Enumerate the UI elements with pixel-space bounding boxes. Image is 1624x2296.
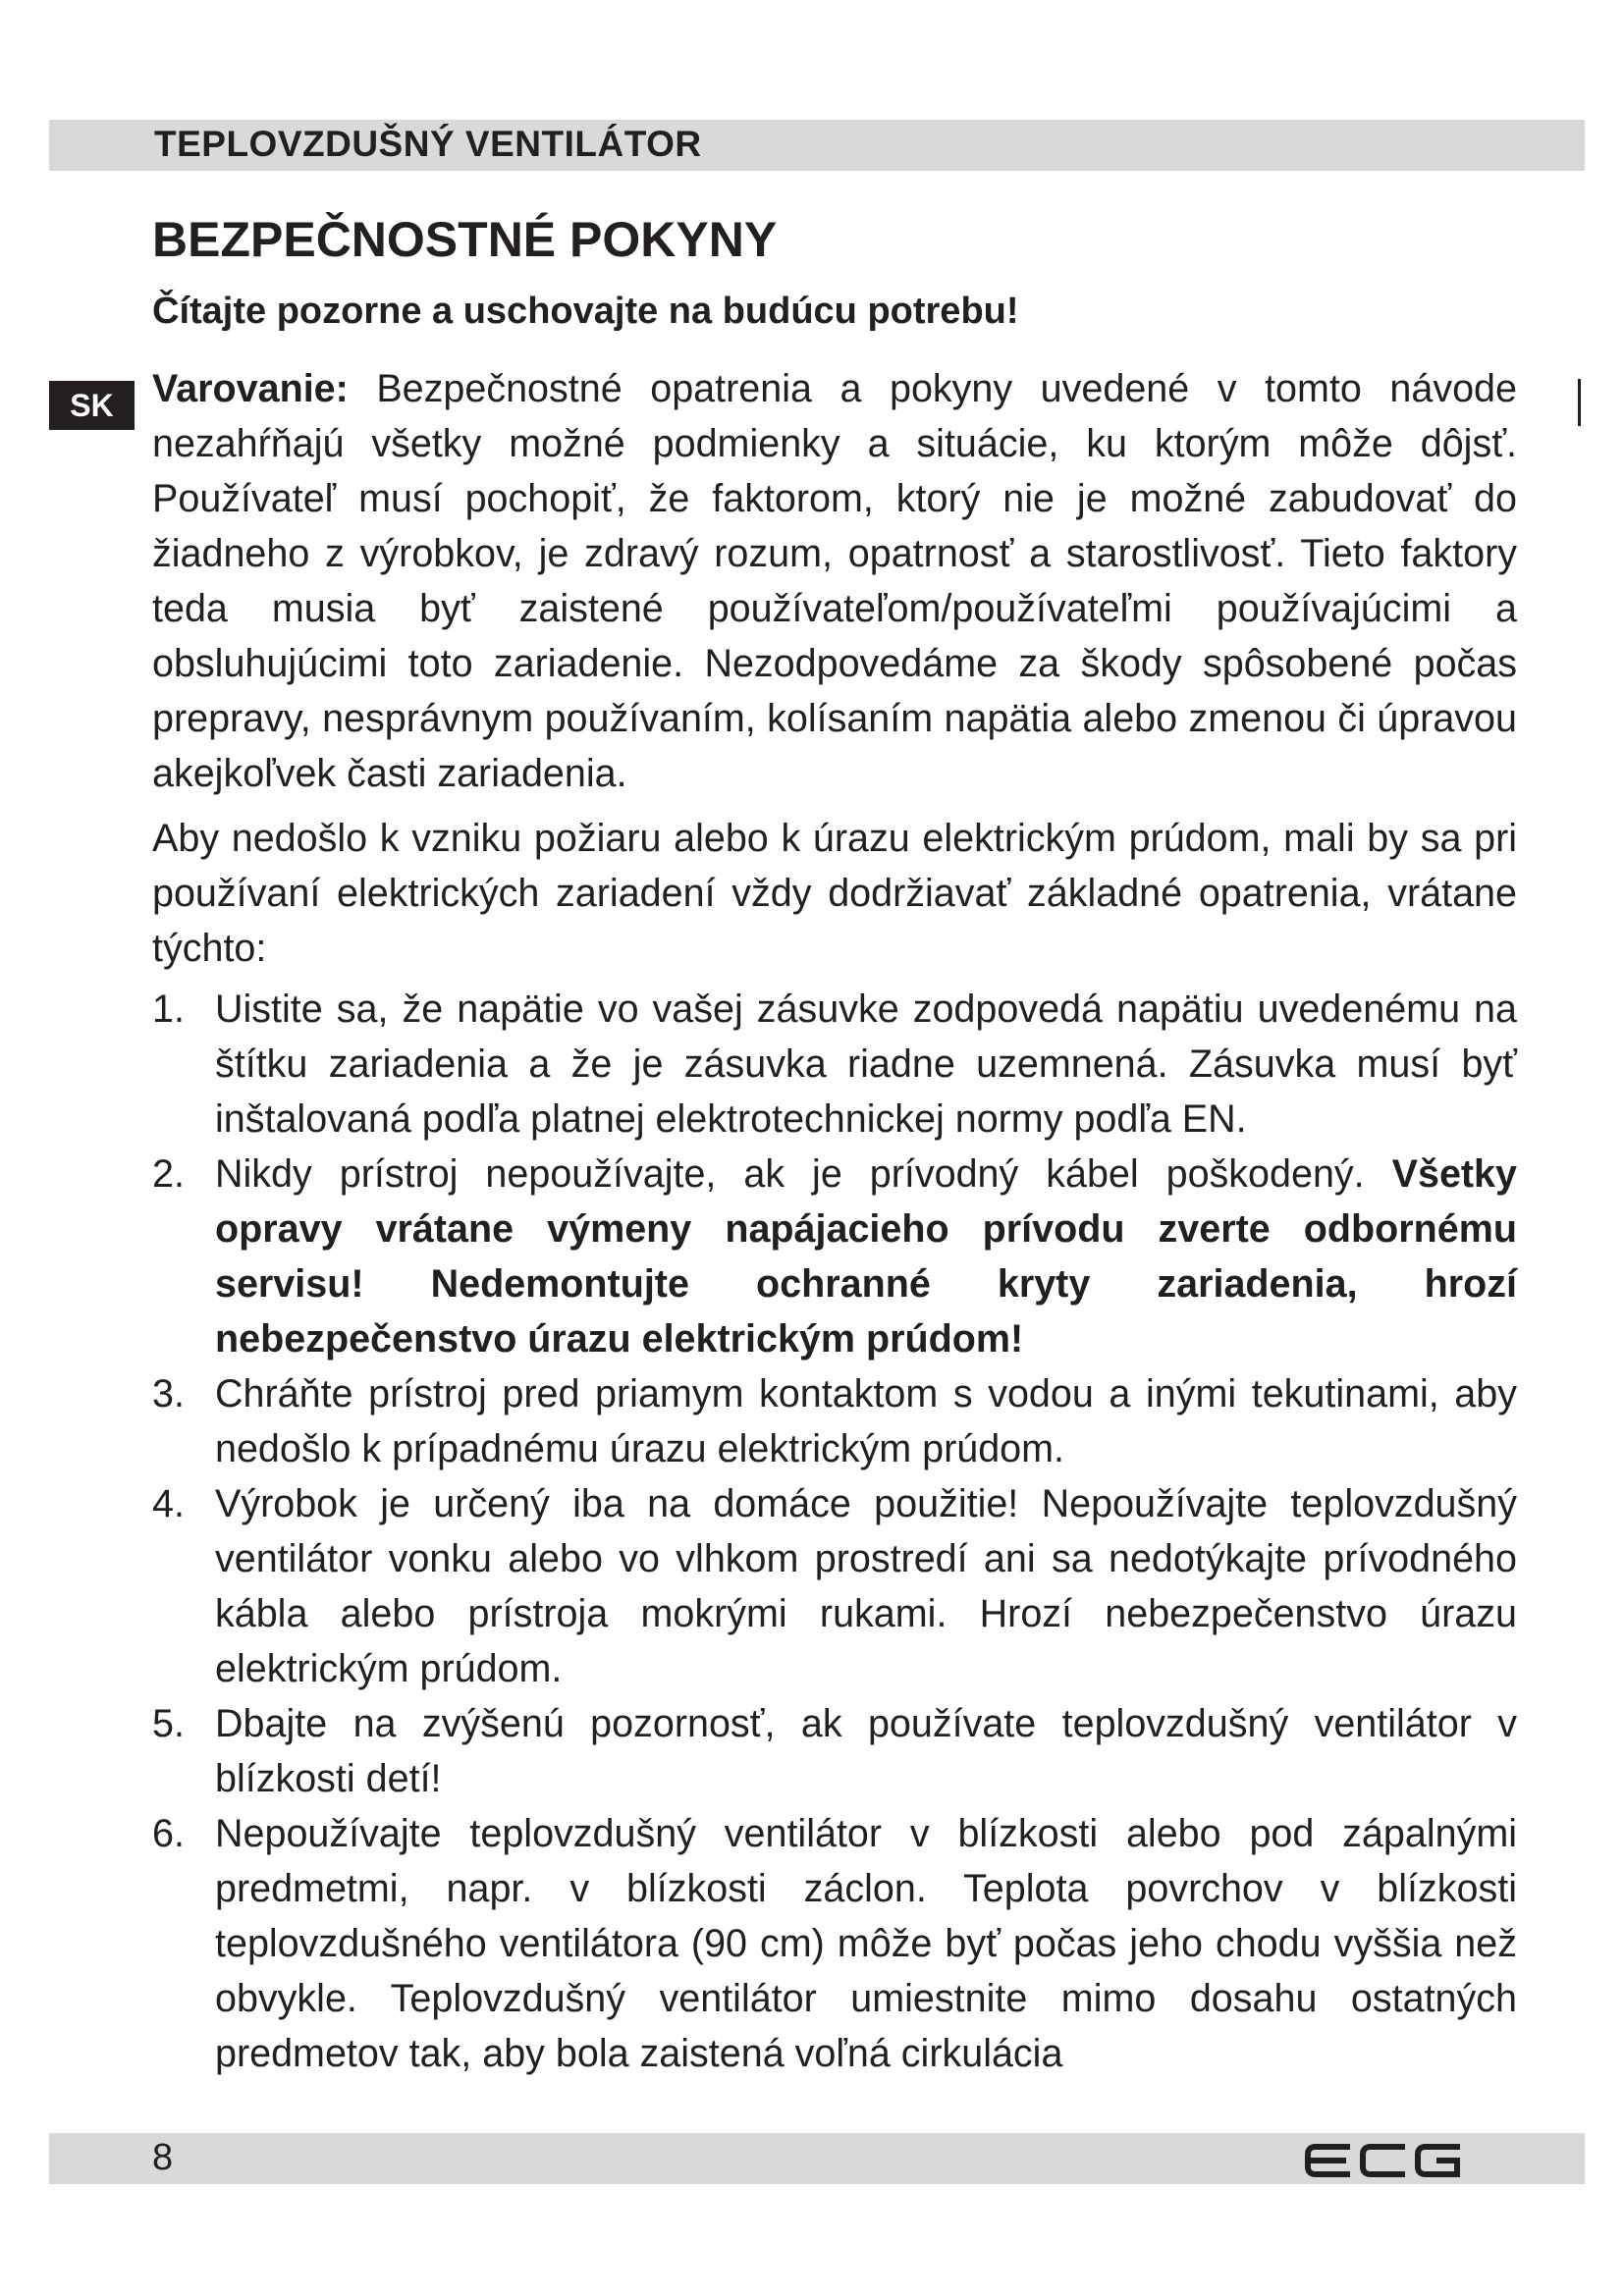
list-item: [152, 1696, 1517, 1806]
list-item: [152, 982, 1517, 1147]
margin-marker: [1578, 379, 1581, 426]
ecg-logo: [1304, 2141, 1461, 2180]
page-number: 8: [152, 2137, 174, 2178]
list-item-number: 6.: [152, 1812, 185, 1855]
warning-text: Bezpečnostné opatrenia a pokyny uvedené v tomto návode nezahŕňajú všetky možné podmienky a situácie, ku ktorým môže dôjsť. Používateľ musí pochopiť, že faktorom, ktorý nie je možné zabudovať do žiadneho z výrobkov, je zdravý rozum, opatrnosť a starostlivosť. Tieto faktory teda musia byť zaistené používateľom/používateľmi používajúcimi a obsluhujúcimi toto zariadenie. Nezodpovedáme za škody spôsobené počas prepravy, nesprávnym používaním, kolísaním napätia alebo zmenou či úpravou akejkoľvek časti zariadenia.: [152, 367, 1517, 795]
list-item-text: Nepoužívajte teplovzdušný ventilátor v blízkosti alebo pod zápalnými predmetmi, napr. v blízkosti záclon. Teplota povrchov v blízkosti teplovzdušného ventilátora (90 cm) môže byť počas jeho chodu vyššia než obvykle. Teplovzdušný ventilátor umiestnite mimo dosahu ostatných predmetov tak, aby bola zaistená voľná cirkulácia: [215, 1812, 1517, 2075]
list-item-text: Uistite sa, že napätie vo vašej zásuvke zodpovedá napätiu uvedenému na štítku zariadenia a že je zásuvka riadne uzemnená. Zásuvka musí byť inštalovaná podľa platnej elektrotechnickej normy podľa EN.: [215, 988, 1517, 1141]
section-title: BEZPEČNOSTNÉ POKYNY: [152, 212, 778, 267]
intro-paragraph: Aby nedošlo k vzniku požiaru alebo k úrazu elektrickým prúdom, mali by sa pri používaní elektrických zariadení vždy dodržiavať základné opatrenia, vrátane týchto:: [152, 817, 1517, 970]
list-item-number: 2.: [152, 1152, 185, 1196]
language-badge: SK: [49, 381, 135, 430]
list-item-text: Chráňte prístroj pred priamym kontaktom s vodou a inými tekutinami, aby nedošlo k prípadnému úrazu elektrickým prúdom.: [215, 1372, 1517, 1470]
list-item: [152, 1366, 1517, 1476]
warning-label: Varovanie:: [152, 367, 349, 410]
list-item-number: 4.: [152, 1482, 185, 1525]
list-item-number: 3.: [152, 1372, 185, 1415]
list-item-text: Dbajte na zvýšenú pozornosť, ak používate teplovzdušný ventilátor v blízkosti detí!: [215, 1702, 1517, 1800]
list-item-number: 5.: [152, 1702, 185, 1745]
list-item-text: Výrobok je určený iba na domáce použitie! Nepoužívajte teplovzdušný ventilátor vonku alebo vo vlhkom prostredí ani sa nedotýkajte prívodného kábla alebo prístroja mokrými rukami. Hrozí nebezpečenstvo úrazu elektrickým prúdom.: [215, 1482, 1517, 1690]
warning-paragraph: [152, 361, 1517, 801]
safety-instructions-list: [152, 982, 1517, 2081]
list-item-number: 1.: [152, 988, 185, 1031]
list-item-text: Nikdy prístroj nepoužívajte, ak je prívodný kábel poškodený.: [215, 1152, 1392, 1196]
list-item-bold-warning: Všetky opravy vrátane výmeny napájacieho prívodu zverte odbornému servisu! Nedemontujte ochranné kryty zariadenia, hrozí nebezpečenstvo úrazu elektrickým prúdom!: [215, 1152, 1517, 1361]
list-item: [152, 1476, 1517, 1696]
page-content: [152, 361, 1517, 2081]
list-item: [152, 1147, 1517, 1366]
section-subtitle: Čítajte pozorne a uschovajte na budúcu potrebu!: [152, 291, 1019, 332]
list-item: [152, 1806, 1517, 2081]
document-header-title: TEPLOVZDUŠNÝ VENTILÁTOR: [154, 124, 702, 164]
